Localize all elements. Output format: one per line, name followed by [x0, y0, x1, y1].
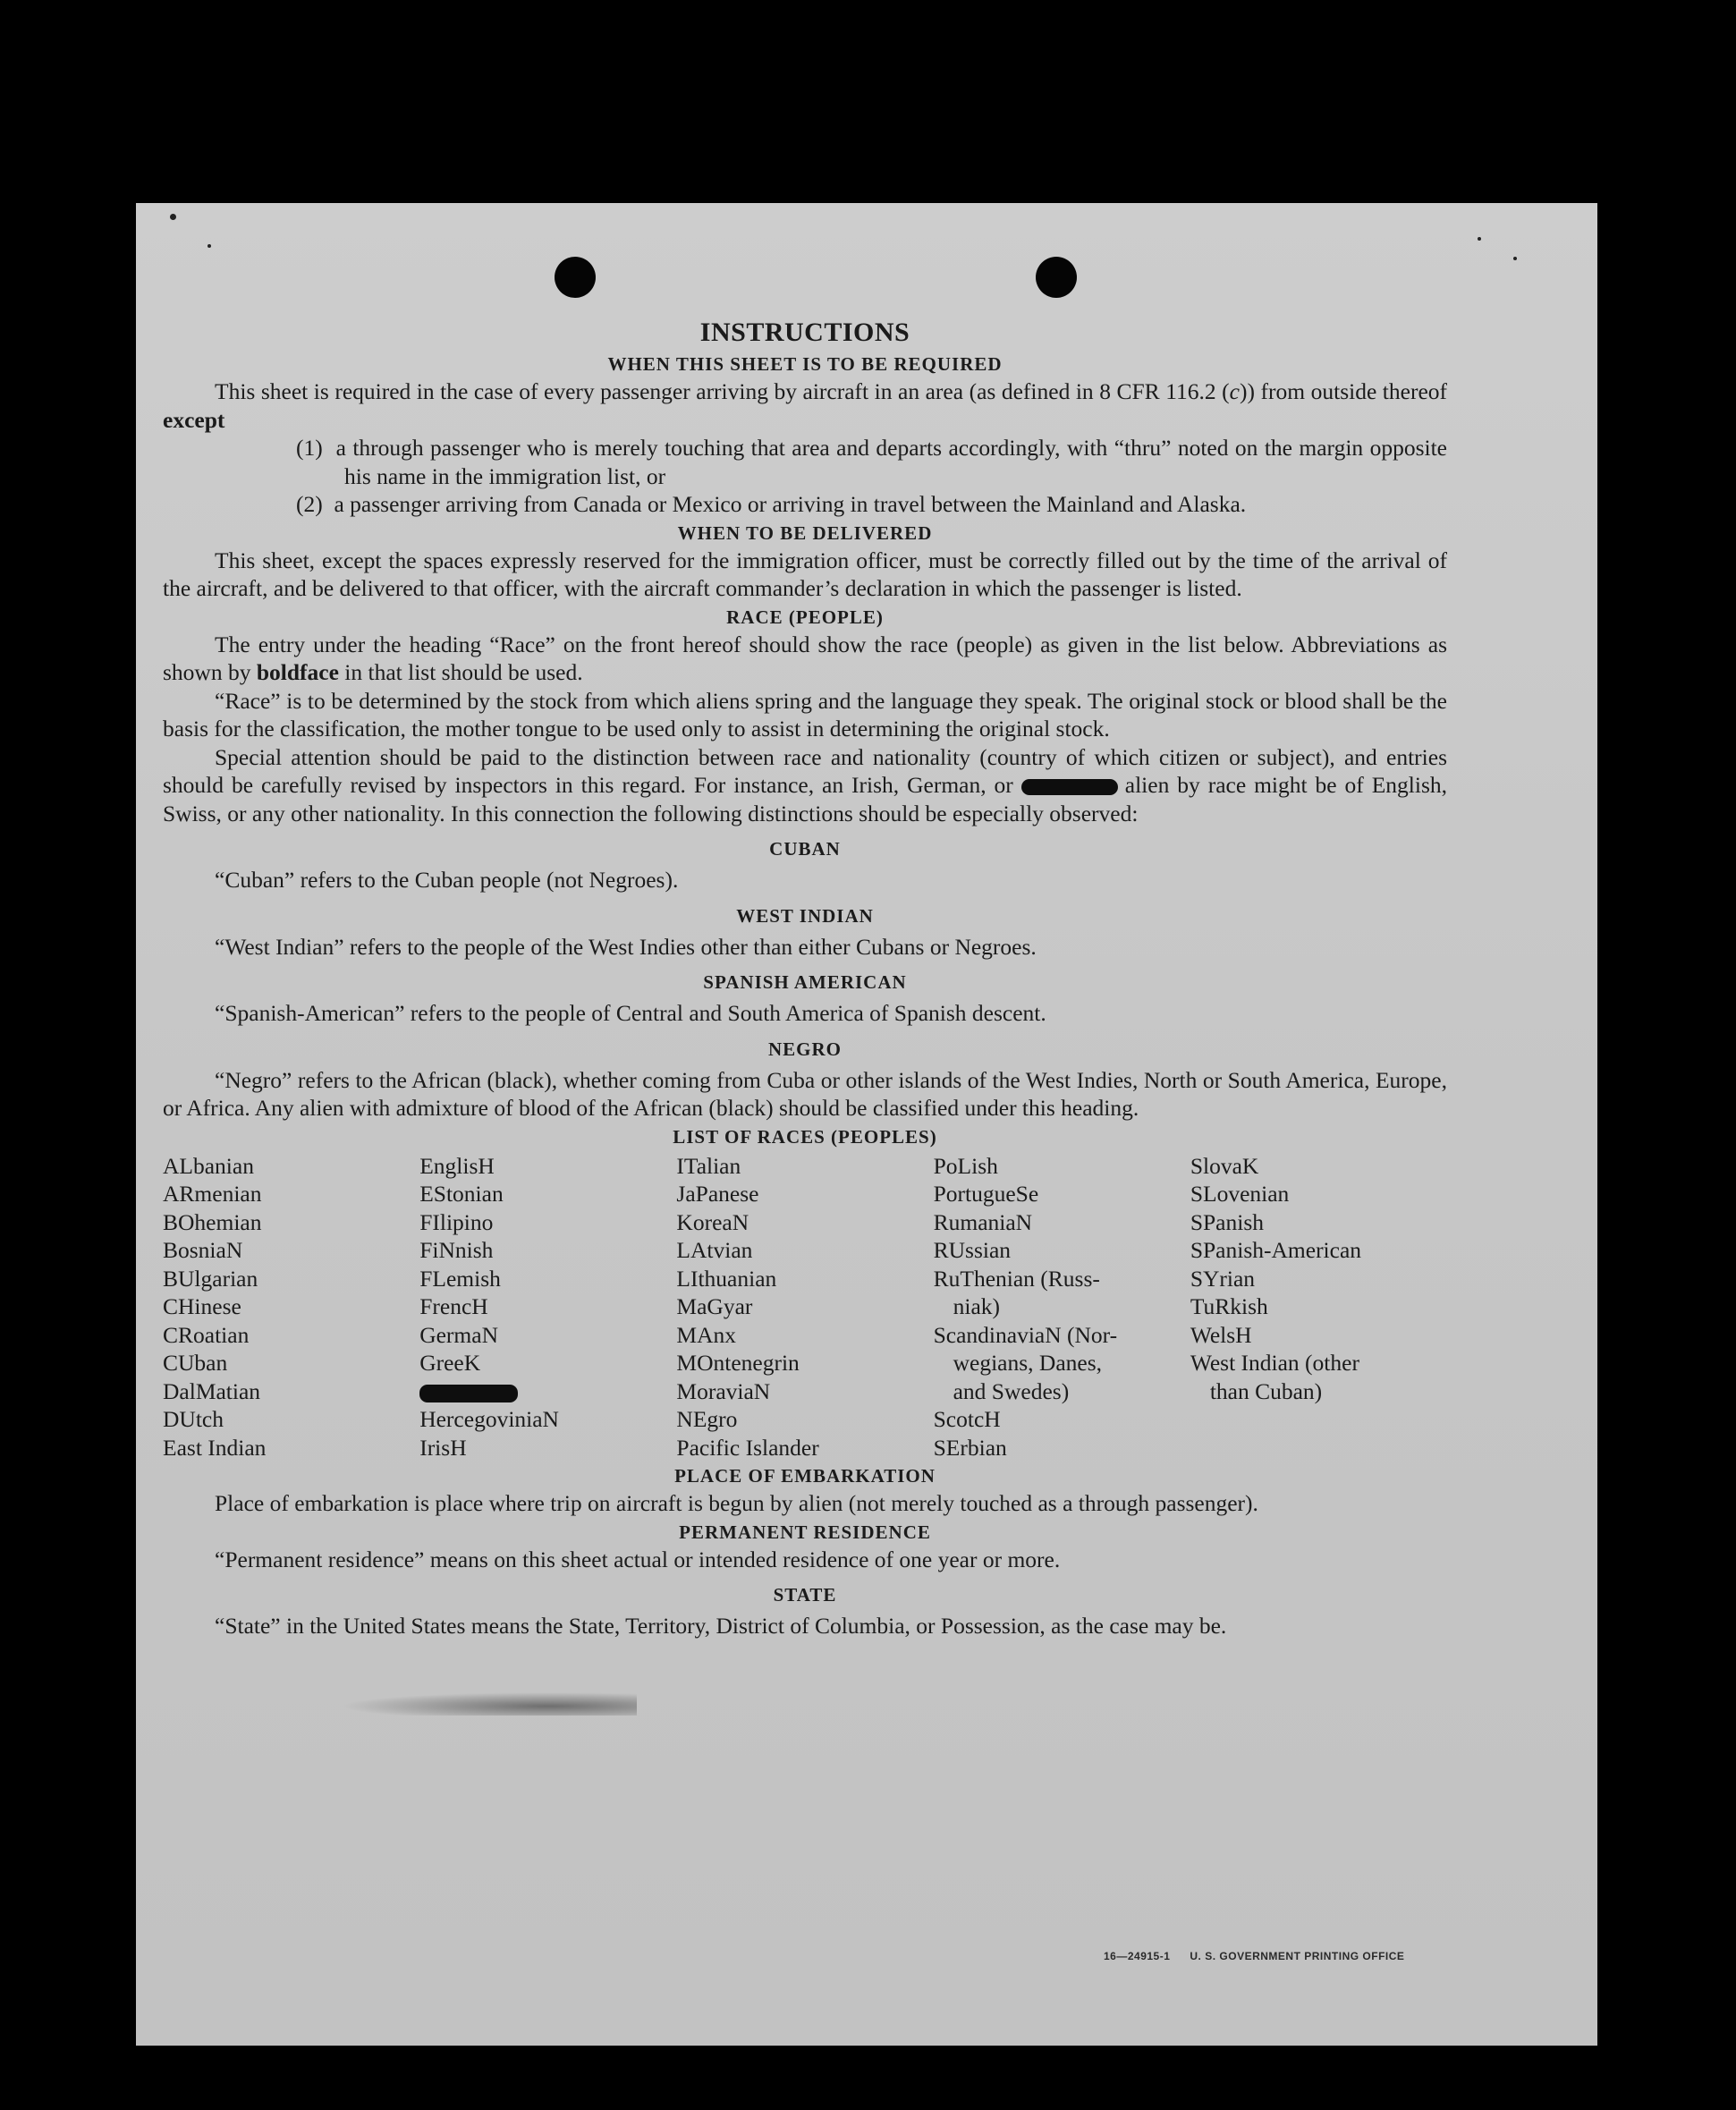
race-entry: PortugueSe	[933, 1181, 1039, 1207]
race-entry: FIlipino	[419, 1208, 494, 1235]
race-entry-continuation: niak)	[953, 1293, 1001, 1319]
form-number: 16—24915-1	[1104, 1950, 1171, 1962]
race-entry: CHinese	[163, 1293, 241, 1319]
race-entry: MOntenegrin	[676, 1350, 800, 1376]
state-heading: STATE	[773, 1584, 837, 1606]
west-indian-text: “West Indian” refers to the people of the West Indies other than either Cubans or Negroes.	[215, 933, 1037, 960]
race-entry: CRoatian	[163, 1321, 250, 1348]
race-entry: SPanish	[1190, 1208, 1265, 1235]
race-entry: LAtvian	[676, 1237, 753, 1263]
document-page	[136, 203, 1597, 2046]
list-of-races-heading: LIST OF RACES (PEOPLES)	[673, 1125, 937, 1148]
race-entry: DalMatian	[163, 1377, 261, 1404]
race-entry: West Indian (other	[1190, 1350, 1359, 1376]
exception-item-1: (1) a through passenger who is merely touching that area and departs accordingly, with “thru” noted on the margin opposite his name in the immigration list, or	[296, 435, 1448, 489]
punch-hole-right	[1036, 257, 1077, 298]
race-entry: BOhemian	[163, 1208, 262, 1235]
race-entry: WelsH	[1190, 1321, 1252, 1348]
form-footnote	[1104, 1950, 1404, 1962]
speck	[1478, 237, 1481, 241]
west-indian-heading: WEST INDIAN	[736, 904, 874, 927]
negro-text: “Negro” refers to the African (black), whether coming from Cuba or other islands of the West Indies, North or South America, Europe, or Africa. Any alien with admixture of blood of the African (black) should be classified under this heading.	[163, 1066, 1447, 1121]
page-title: INSTRUCTIONS	[699, 318, 910, 347]
race-entry: HercegoviniaN	[419, 1406, 559, 1432]
race-entry: SlovaK	[1190, 1152, 1259, 1179]
races-column-4	[934, 1152, 1190, 1462]
instructions-content	[163, 318, 1447, 1640]
race-entry: SPanish-American	[1190, 1237, 1362, 1263]
race-entry: TuRkish	[1190, 1293, 1268, 1319]
race-entry-continuation: and Swedes)	[953, 1377, 1070, 1404]
races-column-2	[419, 1152, 676, 1462]
race-entry: CUban	[163, 1350, 228, 1376]
race-entry: EStonian	[419, 1181, 504, 1207]
race-entry: EnglisH	[419, 1152, 495, 1179]
state-text: “State” in the United States means the State, Territory, District of Columbia, or Possession, as the case may be.	[215, 1613, 1227, 1639]
races-list	[163, 1152, 1447, 1462]
race-entry: Pacific Islander	[676, 1434, 819, 1461]
race-entry: JaPanese	[676, 1181, 759, 1207]
cuban-heading: CUBAN	[769, 838, 841, 860]
delivery-text: This sheet, except the spaces expressly reserved for the immigration officer, must be correctly filled out by the time of the arrival of the aircraft, and be delivered to that officer, with the aircraft commander’s declaration in which the passenger is listed.	[163, 547, 1447, 601]
race-entry: SErbian	[933, 1434, 1007, 1461]
cuban-text: “Cuban” refers to the Cuban people (not Negroes).	[215, 867, 679, 893]
speck	[207, 244, 211, 248]
smudge	[342, 1692, 637, 1716]
punch-hole-left	[555, 257, 596, 298]
races-column-1	[163, 1152, 419, 1462]
race-entry: KoreaN	[676, 1208, 749, 1235]
negro-heading: NEGRO	[767, 1038, 842, 1060]
race-entry: RUssian	[933, 1237, 1012, 1263]
race-entry: East Indian	[163, 1434, 267, 1461]
race-entry: RuThenian (Russ-	[933, 1265, 1100, 1292]
embarkation-text: Place of embarkation is place where trip on aircraft is begun by alien (not merely touched as a through passenger).	[215, 1490, 1258, 1516]
race-entry-continuation: than Cuban)	[1209, 1377, 1323, 1404]
race-entry: ALbanian	[163, 1152, 254, 1179]
when-required-heading: WHEN THIS SHEET IS TO BE REQUIRED	[607, 353, 1003, 375]
race-entry: MAnx	[676, 1321, 736, 1348]
race-entry: ITalian	[676, 1152, 741, 1179]
race-entry: LIthuanian	[676, 1265, 777, 1292]
race-entry: PoLish	[933, 1152, 998, 1179]
race-paragraph-2: “Race” is to be determined by the stock from which aliens spring and the language they speak. The original stock or blood shall be the basis for the classification, the mother tongue to be used only to assist in determining the original stock.	[163, 687, 1447, 741]
race-paragraph-3: Special attention should be paid to the distinction between race and nationality (country of which citizen or subject), and entries should be carefully revised by inspectors in this regard. For instance, an Irish, German, or alien by race might be of English, Swiss, or any other nationality. In this connection the following distinctions should be especially observed:	[163, 743, 1448, 826]
race-entry-continuation: wegians, Danes,	[953, 1350, 1103, 1376]
race-entry: MoraviaN	[676, 1377, 771, 1404]
redaction-mark	[419, 1385, 518, 1402]
speck	[170, 214, 176, 220]
race-entry: FiNnish	[419, 1237, 494, 1263]
printer-credit: U. S. GOVERNMENT PRINTING OFFICE	[1190, 1950, 1405, 1962]
race-entry: ARmenian	[163, 1181, 262, 1207]
spanish-american-heading: SPANISH AMERICAN	[703, 971, 907, 993]
race-entry: RumaniaN	[933, 1208, 1033, 1235]
races-column-3	[676, 1152, 933, 1462]
race-paragraph-1: The entry under the heading “Race” on the front hereof should show the race (people) as given in the list below. Abbreviations as shown by boldface in that list should be used.	[163, 631, 1447, 685]
delivery-heading: WHEN TO BE DELIVERED	[677, 521, 933, 544]
race-entry: BosniaN	[163, 1237, 243, 1263]
race-entry: NEgro	[676, 1406, 738, 1432]
race-entry: FrencH	[419, 1293, 488, 1319]
races-column-5	[1190, 1152, 1447, 1462]
race-heading: RACE (PEOPLE)	[726, 606, 884, 628]
race-entry: SLovenian	[1190, 1181, 1290, 1207]
race-entry: GreeK	[419, 1350, 481, 1376]
speck	[1513, 257, 1517, 260]
race-entry: ScandinaviaN (Nor-	[933, 1321, 1118, 1348]
race-entry: BUlgarian	[163, 1265, 258, 1292]
embarkation-heading: PLACE OF EMBARKATION	[674, 1465, 936, 1487]
race-entry: SYrian	[1190, 1265, 1256, 1292]
race-entry: ScotcH	[933, 1406, 1001, 1432]
race-entry: FLemish	[419, 1265, 501, 1292]
residence-text: “Permanent residence” means on this sheet actual or intended residence of one year or more.	[215, 1546, 1061, 1572]
residence-heading: PERMANENT RESIDENCE	[679, 1521, 931, 1543]
race-entry: IrisH	[419, 1434, 467, 1461]
race-entry-redacted	[419, 1377, 676, 1406]
exception-item-2: (2) a passenger arriving from Canada or Mexico or arriving in travel between the Mainland and Alaska.	[296, 491, 1247, 517]
redaction-mark	[1021, 779, 1118, 795]
race-entry: GermaN	[419, 1321, 498, 1348]
race-entry: MaGyar	[676, 1293, 753, 1319]
race-entry: DUtch	[163, 1406, 224, 1432]
spanish-american-text: “Spanish-American” refers to the people of Central and South America of Spanish descent.	[215, 1000, 1046, 1026]
when-required-intro: This sheet is required in the case of every passenger arriving by aircraft in an area (as defined in 8 CFR 116.2 (c)) from outside thereof except	[163, 378, 1448, 433]
